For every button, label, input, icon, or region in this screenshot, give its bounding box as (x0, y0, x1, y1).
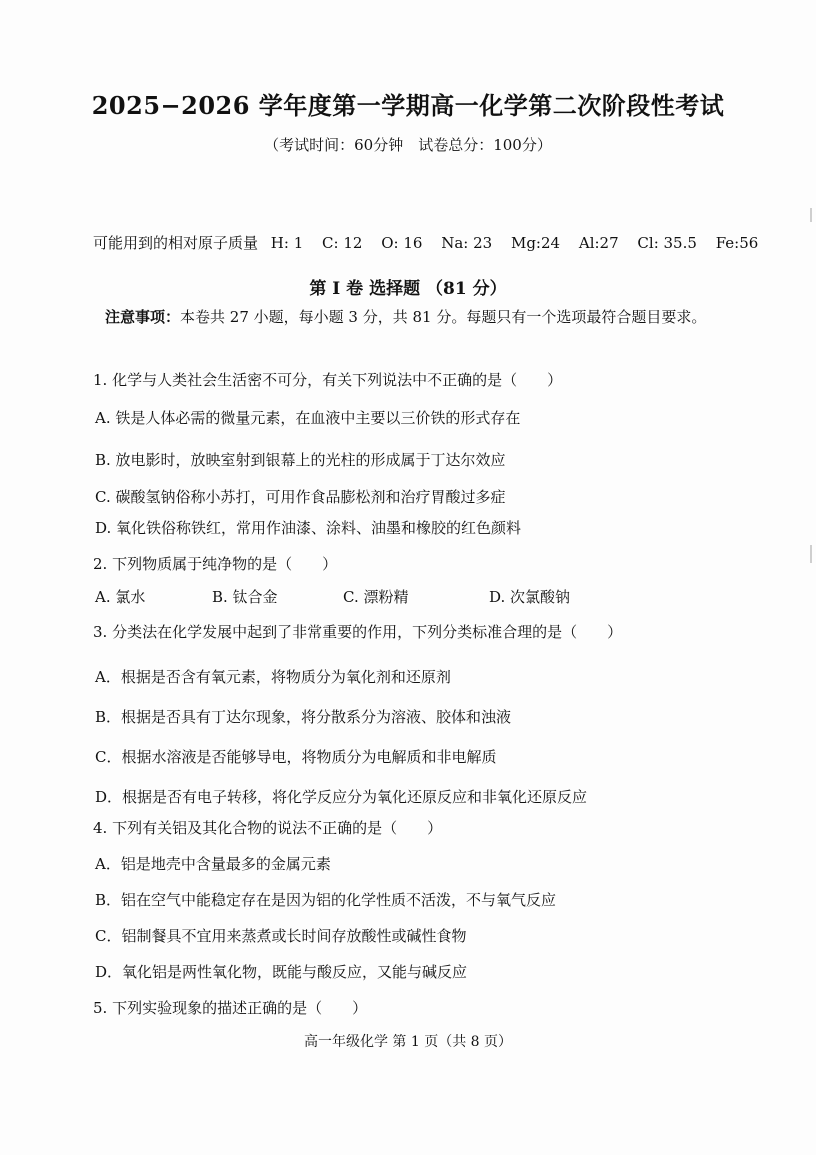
question-option: C. 漂粉精 (343, 588, 409, 606)
question-option: B．铝在空气中能稳定存在是因为铝的化学性质不活泼，不与氧气反应 (95, 891, 557, 909)
question-stem: 2. 下列物质属于纯净物的是（ ） (93, 555, 338, 573)
atomic-masses-line (93, 232, 772, 253)
question-stem: 5. 下列实验现象的描述正确的是（ ） (93, 999, 368, 1017)
exam-subtitle: （考试时间：60分钟 试卷总分：100分） (264, 136, 552, 154)
question-option: C．铝制餐具不宜用来蒸煮或长时间存放酸性或碱性食物 (95, 927, 467, 945)
notice-text: 本卷共 27 小题，每小题 3 分，共 81 分。每题只有一个选项最符合题目要求。 (180, 308, 707, 326)
question-option: B．根据是否具有丁达尔现象，将分散系分为溶液、胶体和浊液 (95, 708, 512, 726)
question-option: B. 放电影时，放映室射到银幕上的光柱的形成属于丁达尔效应 (95, 451, 506, 469)
notice-label: 注意事项： (105, 308, 181, 326)
question-option: D．氧化铝是两性氧化物，既能与酸反应，又能与碱反应 (95, 963, 468, 981)
scan-edge-mark (810, 545, 812, 563)
atomic-mass-item: H: 1 (270, 234, 304, 252)
question-option: A. 铁是人体必需的微量元素，在血液中主要以三价铁的形式存在 (95, 409, 521, 427)
atomic-mass-item: O: 16 (381, 234, 423, 252)
question-option: A．铝是地壳中含量最多的金属元素 (95, 855, 331, 873)
question-option: A．根据是否含有氧元素，将物质分为氧化剂和还原剂 (95, 668, 451, 686)
question-stem: 4. 下列有关铝及其化合物的说法不正确的是（ ） (93, 819, 443, 837)
question-option: C. 碳酸氢钠俗称小苏打，可用作食品膨松剂和治疗胃酸过多症 (95, 488, 506, 506)
question-option: D. 氧化铁俗称铁红，常用作油漆、涂料、油墨和橡胶的红色颜料 (95, 519, 522, 537)
question-option: D．根据是否有电子转移，将化学反应分为氧化还原反应和非氧化还原反应 (95, 788, 588, 806)
notice (105, 306, 706, 327)
question-option: D. 次氯酸钠 (489, 588, 571, 606)
question-options-row (95, 586, 695, 606)
question-option: A. 氯水 (95, 588, 146, 606)
question-stem: 3. 分类法在化学发展中起到了非常重要的作用，下列分类标准合理的是（ ） (93, 623, 623, 641)
question-option: C．根据水溶液是否能够导电，将物质分为电解质和非电解质 (95, 748, 497, 766)
atomic-mass-item: Al:27 (578, 234, 619, 252)
page-footer: 高一年级化学 第 1 页（共 8 页） (303, 1034, 513, 1050)
scan-edge-mark (810, 208, 812, 222)
exam-title: 2025−2026 学年度第一学期高一化学第二次阶段性考试 (91, 91, 725, 120)
atomic-masses-label: 可能用到的相对原子质量 (93, 234, 259, 252)
atomic-mass-item: Mg:24 (510, 234, 561, 252)
atomic-mass-item: Cl: 35.5 (637, 234, 697, 252)
atomic-mass-item: Fe:56 (715, 234, 759, 252)
question-stem: 1. 化学与人类社会生活密不可分，有关下列说法中不正确的是（ ） (93, 371, 563, 389)
atomic-mass-item: Na: 23 (441, 234, 493, 252)
question-option: B. 钛合金 (212, 588, 278, 606)
atomic-mass-item: C: 12 (322, 234, 363, 252)
section-title: 第 I 卷 选择题 （81 分） (309, 279, 507, 299)
